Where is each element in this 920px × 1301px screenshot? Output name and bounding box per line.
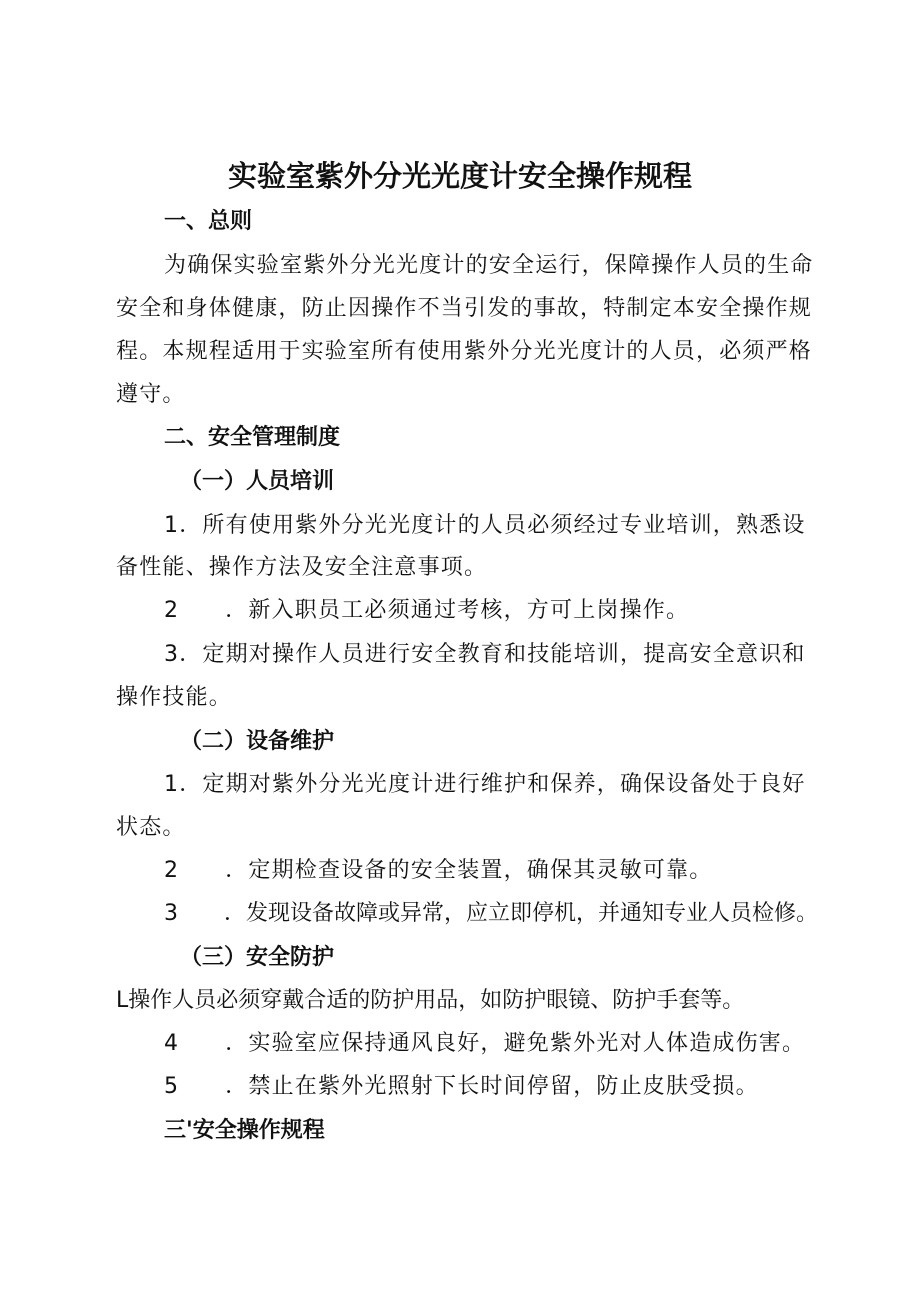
item-number: 1 — [164, 513, 180, 538]
item-number: 2 — [164, 858, 180, 883]
subsection-heading-maintenance: （二）设备维护 — [180, 729, 335, 754]
item-number: 1 — [164, 772, 180, 797]
item-text-continued: 备性能、操作方法及安全注意事项。 — [116, 555, 488, 580]
section-heading-general: 一、总则 — [164, 209, 253, 234]
list-item — [164, 640, 806, 670]
item-text: ．禁止在紫外光照射下长时间停留，防止皮肤受损。 — [225, 1074, 759, 1099]
document-title: 实验室紫外分光光度计安全操作规程 — [227, 159, 692, 193]
item-text: ．新入职员工必须通过考核，方可上岗操作。 — [225, 598, 690, 623]
item-text: ．定期对操作人员进行安全教育和技能培训，提高安全意识和 — [179, 642, 806, 667]
item-text-continued: 状态。 — [116, 815, 186, 840]
paragraph-line: 程。本规程适用于实验室所有使用紫外分光光度计的人员，必须严格 — [116, 339, 813, 364]
item-text: ．实验室应保持通风良好，避免紫外光对人体造成伤害。 — [225, 1031, 806, 1056]
list-item: L操作人员必须穿戴合适的防护用品，如防护眼镜、防护手套等。 — [116, 988, 745, 1013]
item-number: 2 — [164, 598, 180, 623]
paragraph-line: 安全和身体健康，防止因操作不当引发的事故，特制定本安全操作规 — [116, 296, 813, 321]
list-item — [164, 1029, 805, 1059]
item-text: ．发现设备故障或异常，应立即停机，并通知专业人员检修。 — [224, 901, 819, 926]
list-item — [164, 770, 806, 800]
item-text: ．定期对紫外分光光度计进行维护和保养，确保设备处于良好 — [179, 772, 806, 797]
paragraph-line: 为确保实验室紫外分光光度计的安全运行，保障操作人员的生命 — [164, 253, 814, 278]
item-text: ．所有使用紫外分光光度计的人员必须经过专业培训，熟悉设 — [179, 513, 806, 538]
list-item — [164, 511, 806, 541]
list-item — [164, 899, 818, 929]
list-item — [164, 856, 712, 886]
section-heading-management: 二、安全管理制度 — [164, 425, 341, 450]
paragraph-line: 遵守。 — [116, 382, 186, 407]
item-text-continued: 操作技能。 — [116, 685, 233, 710]
subsection-heading-protection: （三）安全防护 — [180, 945, 335, 970]
item-text: ．定期检查设备的安全装置，确保其灵敏可靠。 — [225, 858, 713, 883]
item-number: 5 — [164, 1074, 180, 1099]
subsection-heading-training: （一）人员培训 — [180, 469, 335, 494]
item-number: 3 — [164, 901, 178, 926]
list-item — [164, 596, 689, 626]
section-heading-operation: 三'安全操作规程 — [164, 1118, 325, 1143]
item-number: 3 — [164, 642, 180, 667]
list-item — [164, 1072, 759, 1102]
item-number: 4 — [164, 1031, 180, 1056]
